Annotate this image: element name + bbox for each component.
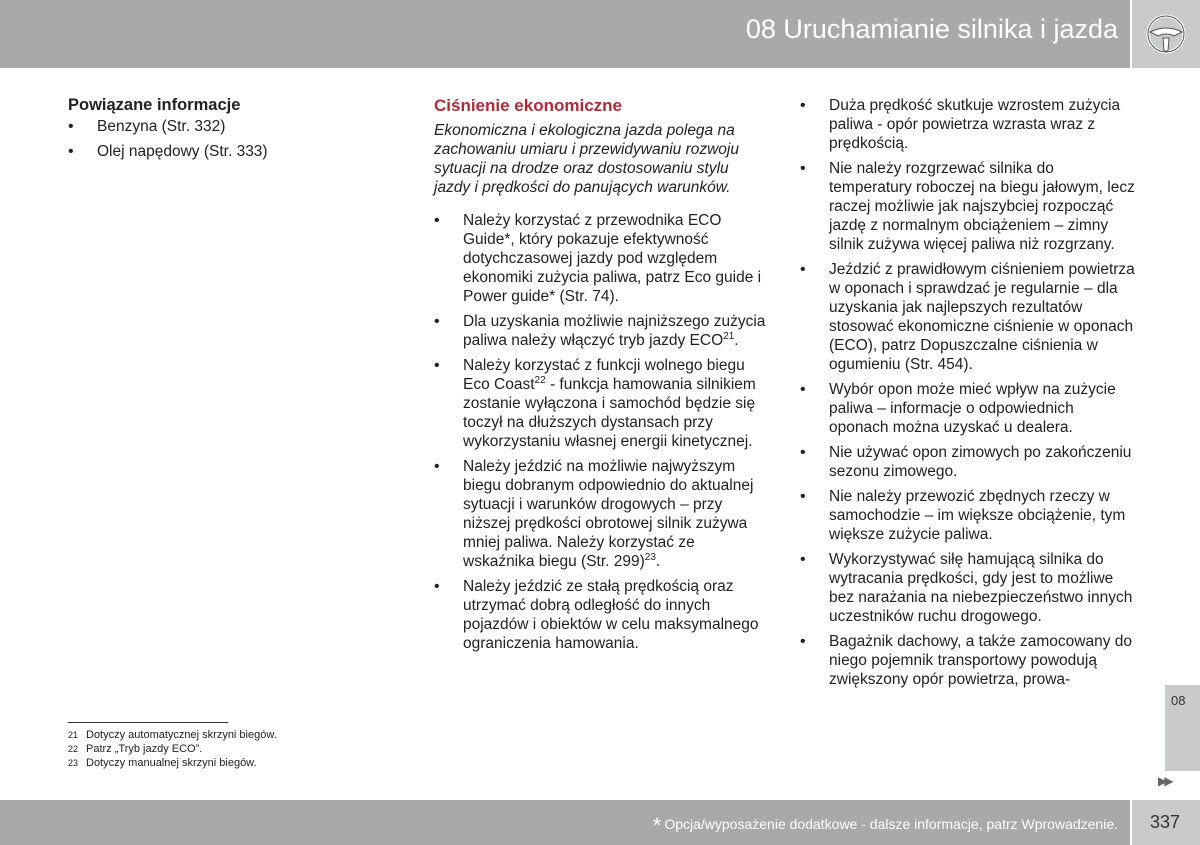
footnote: 21 Dotyczy automatycznej skrzyni biegów. (68, 729, 277, 741)
list-item: • Należy jeździć na możliwie najwyższym biegu dobranym odpowiednio do aktualnej sytuacji i warunków drogowych – przy niższej prędkości obrotowej silnik zużywa mniej paliwa. Należy korzystać ze wskaźnika biegu (Str. 299)$^{23}$. (434, 457, 769, 571)
footnote-ref: 23 (644, 551, 656, 563)
footnote-divider (68, 722, 228, 723)
eco-tips-list (434, 211, 769, 653)
list-item: • Duża prędkość skutkuje wzrostem zużycia paliwa - opór powietrza wzrasta wraz z prędkością. (800, 96, 1135, 153)
eco-tips-list-continued (800, 96, 1135, 689)
list-item: • Wykorzystywać siłę hamującą silnika do wytracania prędkości, gdy jest to możliwe bez narażania na niebezpieczeństwo innych uczestników ruchu drogowego. (800, 550, 1135, 626)
related-info-heading: Powiązane informacje (68, 96, 241, 114)
list-item: • Należy korzystać z przewodnika ECO Guide*, który pokazuje efektywność dotychczasowej jazdy pod względem ekonomiki zużycia paliwa, patrz Eco guide i Power guide* (Str. 74). (434, 211, 769, 306)
footer-note: * Opcja/wyposażenie dodatkowe - dalsze informacje, patrz Wprowadzenie. (652, 813, 1118, 838)
eco-pressure-column (434, 96, 769, 659)
footnotes (68, 728, 277, 770)
list-item: • Nie należy rozgrzewać silnika do temperatury roboczej na biegu jałowym, lecz raczej możliwie jak najszybciej rozpocząć jazdę z normalnym obciążeniem – zimny silnik zużywa więcej paliwa niż rozgrzany. (800, 159, 1135, 254)
section-heading: Ciśnienie ekonomiczne (434, 96, 622, 115)
footnote-ref: 22 (534, 374, 546, 386)
list-item: • Należy jeździć ze stałą prędkością oraz utrzymać dobrą odległość do innych pojazdów i obiektów w celu maksymalnego ograniczenia hamowania. (434, 577, 769, 653)
list-item: • Dla uzyskania możliwie najniższego zużycia paliwa należy włączyć tryb jazdy ECO$^{21}$. (434, 312, 769, 350)
page-number: 337 (1150, 812, 1181, 832)
list-item: • Wybór opon może mieć wpływ na zużycie paliwa – informacje o odpowiednich oponach można uzyskać u dealera. (800, 380, 1135, 437)
related-info-column (68, 96, 368, 167)
footnote: 23 Dotyczy manualnej skrzyni biegów. (68, 757, 257, 769)
asterisk-symbol: * (652, 813, 662, 838)
chapter-tab-label: 08 (1171, 693, 1186, 708)
list-item: • Jeździć z prawidłowym ciśnieniem powietrza w oponach i sprawdzać je regularnie – dla uzyskania jak najlepszych rezultatów stosować ekonomiczne ciśnienie w oponach (ECO), patrz Dopuszczalne ciśnienia w ogumieniu (Str. 454). (800, 260, 1135, 374)
list-item: • Należy korzystać z funkcji wolnego biegu Eco Coast$^{22}$ - funkcja hamowania silnikiem zostanie wyłączona i samochód będzie się toczył na dłuższych dystansach przy wykorzystaniu własnej energii kinetycznej. (434, 356, 769, 451)
footnote: 22 Patrz „Tryb jazdy ECO”. (68, 743, 203, 755)
section-intro: Ekonomiczna i ekologiczna jazda polega na zachowaniu umiaru i przewidywaniu rozwoju sytuacji na drodze oraz dostosowaniu stylu jazdy i prędkości do panujących warunków. (434, 122, 739, 196)
chapter-side-tab[interactable] (1165, 685, 1200, 771)
chapter-title: 08 Uruchamianie silnika i jazda (745, 14, 1118, 44)
steering-wheel-icon (1144, 12, 1188, 56)
list-item: • Nie używać opon zimowych po zakończeniu sezonu zimowego. (800, 443, 1135, 481)
list-item: • Nie należy przewozić zbędnych rzeczy w samochodzie – im większe obciążenie, tym większe zużycie paliwa. (800, 487, 1135, 544)
eco-tips-column-continued (800, 96, 1135, 695)
chapter-icon-box (1132, 0, 1200, 68)
related-link-diesel[interactable]: • Olej napędowy (Str. 333) (68, 142, 368, 161)
double-arrow-right-icon[interactable]: ▶▶ (1158, 774, 1171, 788)
related-info-list (68, 117, 368, 161)
list-item: • Bagażnik dachowy, a także zamocowany do niego pojemnik transportowy powodują zwiększony opór powietrza, prowa- (800, 632, 1135, 689)
footnote-ref: 21 (723, 330, 735, 342)
related-link-petrol[interactable]: • Benzyna (Str. 332) (68, 117, 368, 136)
